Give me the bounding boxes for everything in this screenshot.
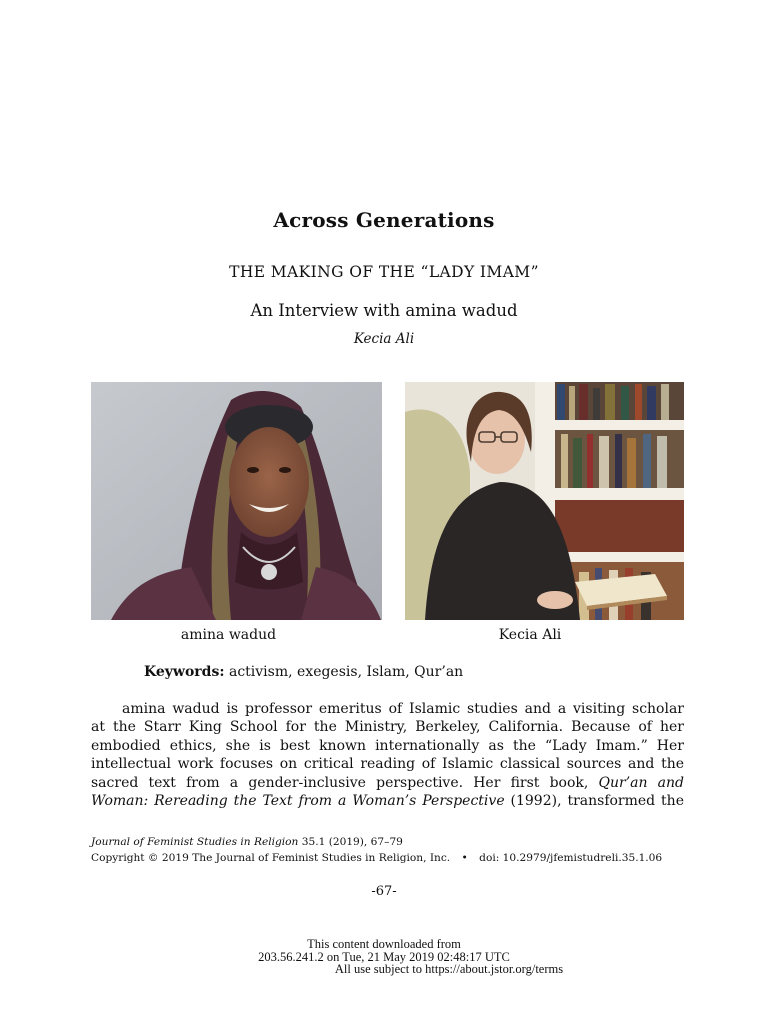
- copyright-text: Copyright © 2019 The Journal of Feminist Studies in Religion, Inc.: [91, 852, 451, 864]
- author-name: Kecia Ali: [353, 331, 415, 347]
- book-title: Woman: Rereading the Text from a Woman’s Perspective: [91, 793, 505, 810]
- footnote: [91, 834, 662, 866]
- portrait-photo-icon: [91, 382, 382, 620]
- body-text: (1992), transformed the: [510, 793, 684, 810]
- photo-caption-amina-wadud: amina wadud: [180, 627, 277, 643]
- body-line: [91, 792, 684, 810]
- body-text: sacred text from a gender-inclusive perspective. Her first book,: [91, 774, 589, 791]
- photo-caption-kecia-ali: Kecia Ali: [498, 627, 562, 643]
- copyright-line: [91, 850, 662, 866]
- page-number: -67-: [371, 884, 397, 899]
- article-title: THE MAKING OF THE “LADY IMAM”: [229, 263, 539, 281]
- jstor-line: 203.56.241.2 on Tue, 21 May 2019 02:48:17 UTC: [258, 949, 510, 964]
- jstor-terms-link[interactable]: All use subject to https://about.jstor.org/terms: [334, 962, 564, 976]
- section-title: Across Generations: [273, 208, 495, 232]
- body-line: amina wadud is professor emeritus of Islamic studies and a visiting scholar: [122, 701, 684, 717]
- article-subtitle: An Interview with amina wadud: [250, 301, 518, 320]
- citation-line: [91, 834, 662, 850]
- journal-citation: 35.1 (2019), 67–79: [301, 836, 403, 848]
- body-line: intellectual work focuses on critical reading of Islamic classical sources and the: [91, 756, 684, 773]
- body-line: [91, 774, 684, 792]
- jstor-line: This content downloaded from: [307, 937, 461, 951]
- portrait-photo-amina-wadud: [91, 382, 382, 620]
- book-title: Qur’an and: [598, 774, 685, 791]
- body-paragraph: [91, 700, 684, 810]
- portrait-photo-icon: [405, 382, 684, 620]
- jstor-download-notice: [0, 938, 768, 976]
- doi-text: doi: 10.2979/jfemistudreli.35.1.06: [479, 852, 663, 864]
- bullet-separator: •: [461, 852, 468, 864]
- body-line: at the Starr King School for the Ministry, Berkeley, California. Because of her: [91, 719, 684, 736]
- body-line: embodied ethics, she is best known internationally as the “Lady Imam.” Her: [91, 737, 684, 754]
- portrait-photo-kecia-ali: [405, 382, 684, 620]
- keywords-text: activism, exegesis, Islam, Qur’an: [228, 664, 464, 680]
- keywords: [144, 664, 463, 680]
- keywords-label: Keywords:: [144, 664, 225, 680]
- journal-name: Journal of Feminist Studies in Religion: [91, 836, 299, 848]
